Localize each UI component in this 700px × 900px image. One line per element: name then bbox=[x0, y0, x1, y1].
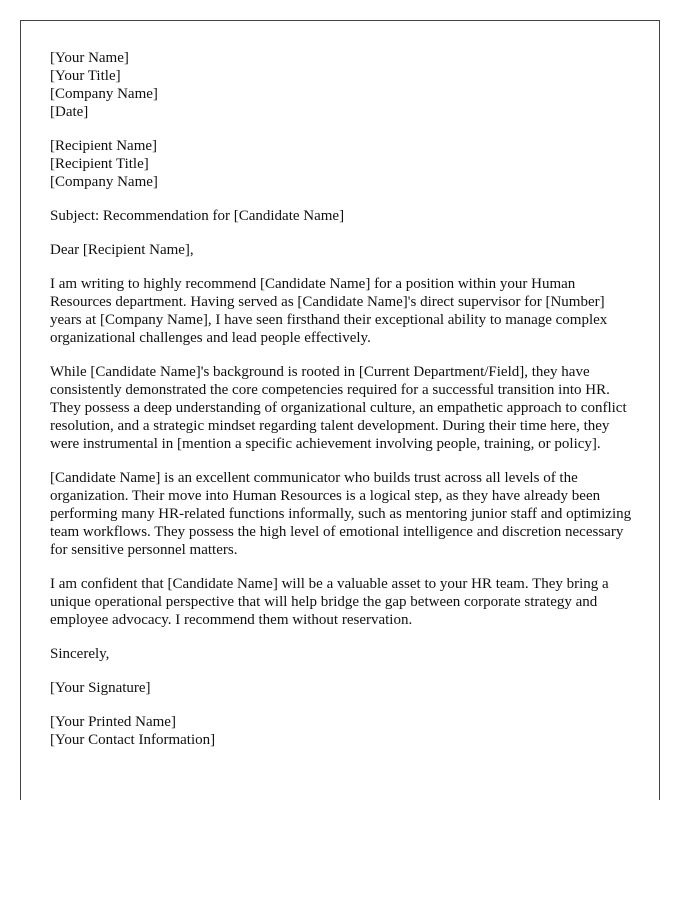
contact-information: [Your Contact Information] bbox=[50, 732, 216, 748]
sender-name: [Your Name] bbox=[50, 50, 129, 66]
signoff-block bbox=[50, 713, 635, 749]
closing: Sincerely, bbox=[50, 646, 110, 662]
recipient-block bbox=[50, 137, 635, 191]
paragraph-conclusion: I am confident that [Candidate Name] will be a valuable asset to your HR team. They bring a unique operational perspective that will help bridge the gap between corporate strategy and employee advocacy. I recommend them without reservation. bbox=[50, 576, 609, 628]
sender-company: [Company Name] bbox=[50, 86, 158, 102]
subject-line: Subject: Recommendation for [Candidate Name] bbox=[50, 208, 345, 224]
signature-placeholder: [Your Signature] bbox=[50, 680, 151, 696]
sender-title: [Your Title] bbox=[50, 68, 121, 84]
paragraph-intro: I am writing to highly recommend [Candidate Name] for a position within your Human Resources department. Having served as [Candidate Name]'s direct supervisor for [Number] years at [Company Name], I have seen firsthand their exceptional ability to manage complex organizational challenges and lead people effectively. bbox=[50, 276, 608, 346]
recipient-title: [Recipient Title] bbox=[50, 156, 149, 172]
recipient-company: [Company Name] bbox=[50, 174, 158, 190]
salutation: Dear [Recipient Name], bbox=[50, 242, 194, 258]
sender-block bbox=[50, 49, 635, 121]
letter-page bbox=[20, 20, 660, 800]
letter-date: [Date] bbox=[50, 104, 89, 120]
recipient-name: [Recipient Name] bbox=[50, 138, 158, 154]
paragraph-background: While [Candidate Name]'s background is rooted in [Current Department/Field], they have consistently demonstrated the core competencies required for a successful transition into HR. They possess a deep understanding of organizational culture, an empathetic approach to conflict resolution, and a strategic mindset regarding talent development. During their time here, they were instrumental in [mention a specific achievement involving people, training, or policy]. bbox=[50, 364, 627, 452]
printed-name: [Your Printed Name] bbox=[50, 714, 176, 730]
letter-body bbox=[50, 49, 635, 765]
paragraph-qualities: [Candidate Name] is an excellent communicator who builds trust across all levels of the organization. Their move into Human Resources is a logical step, as they have already been performing many HR-related functions informally, such as mentoring junior staff and optimizing team workflows. They possess the high level of emotional intelligence and discretion necessary for sensitive personnel matters. bbox=[50, 470, 632, 558]
